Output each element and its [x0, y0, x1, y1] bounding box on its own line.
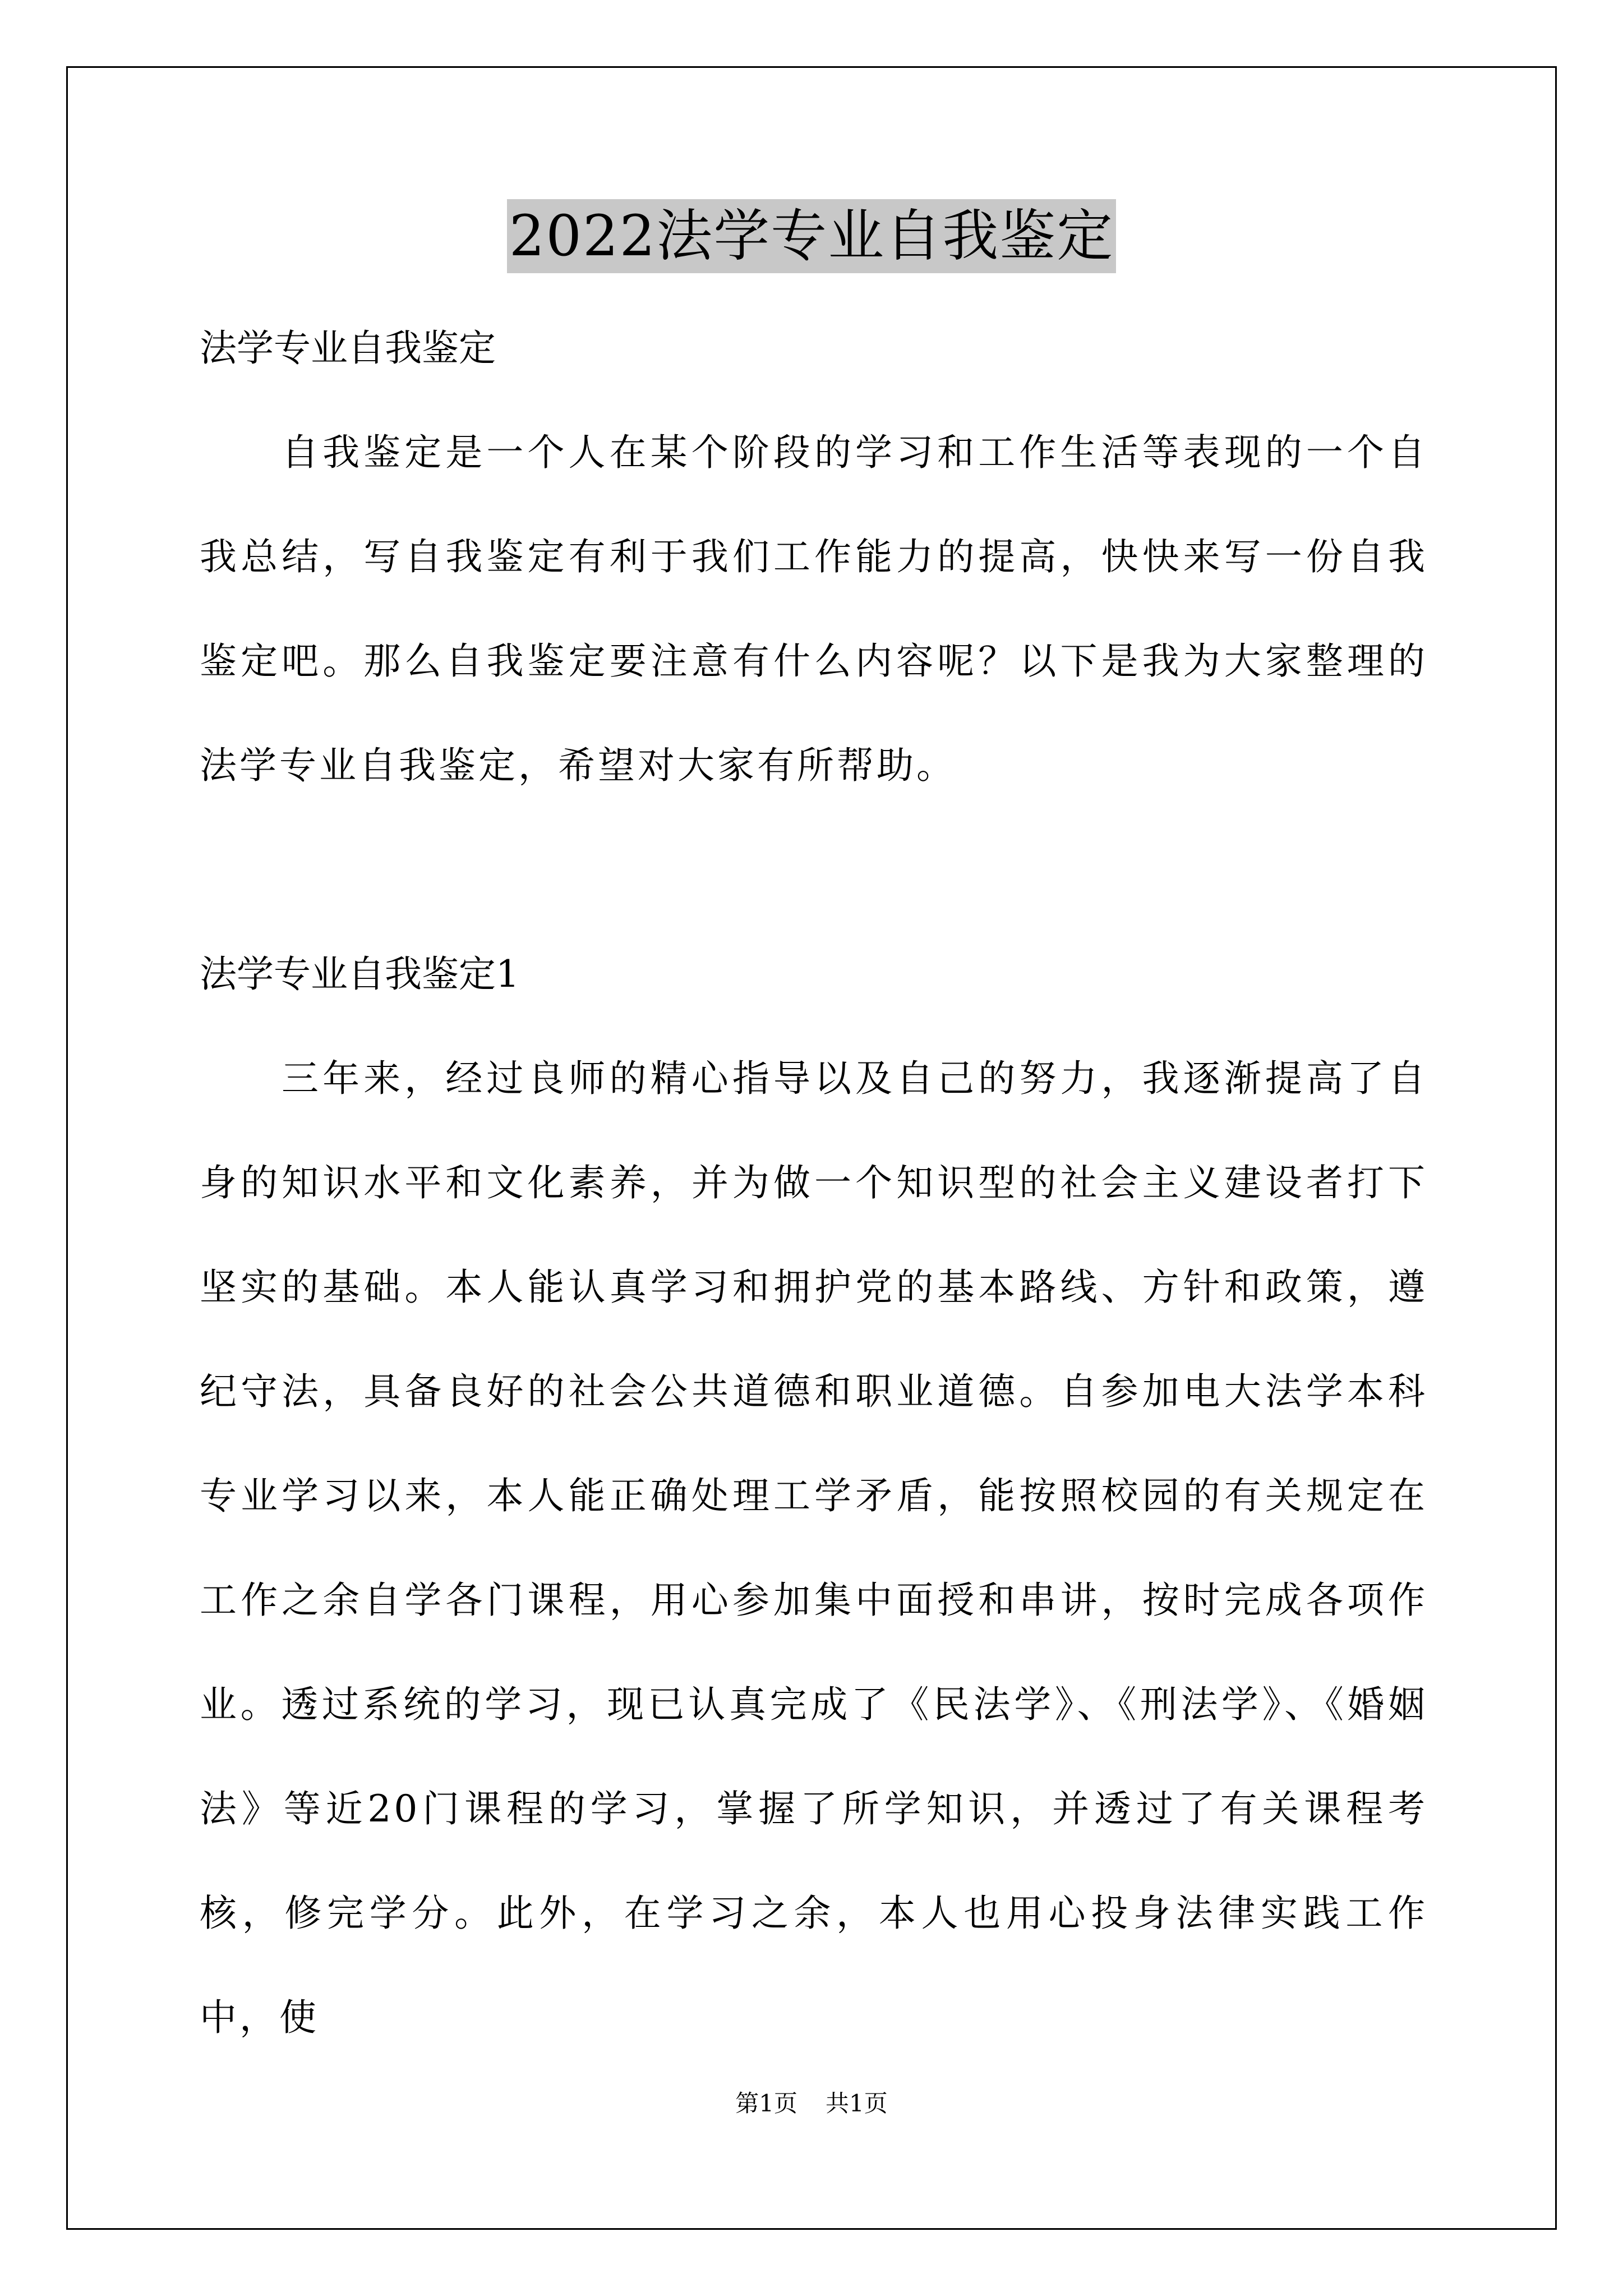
- title-container: [0, 199, 1623, 273]
- paragraph-gap: [200, 818, 1428, 922]
- intro-paragraph: 自我鉴定是一个人在某个阶段的学习和工作生活等表现的一个自我总结，写自我鉴定有利于我们工作能力的提高，快快来写一份自我鉴定吧。那么自我鉴定要注意有什么内容呢？以下是我为大家整理的法学专业自我鉴定，希望对大家有所帮助。: [200, 431, 1428, 787]
- page-footer: [0, 2087, 1623, 2120]
- document-body: [200, 296, 1428, 2070]
- document-title: 2022法学专业自我鉴定: [507, 199, 1117, 273]
- page-number: 第1页: [735, 2090, 797, 2117]
- body-paragraph-1: 三年来，经过良师的精心指导以及自己的努力，我逐渐提高了自身的知识水平和文化素养，并为做一个知识型的社会主义建设者打下坚实的基础。本人能认真学习和拥护党的基本路线、方针和政策，遵纪守法，具备良好的社会公共道德和职业道德。自参加电大法学本科专业学习以来，本人能正确处理工学矛盾，能按照校园的有关规定在工作之余自学各门课程，用心参加集中面授和串讲，按时完成各项作业。透过系统的学习，现已认真完成了《民法学》、《刑法学》、《婚姻法》等近20门课程的学习，掌握了所学知识，并透过了有关课程考核，修完学分。此外，在学习之余，本人也用心投身法律实践工作中，使: [200, 1057, 1428, 2039]
- page-total: 共1页: [826, 2090, 888, 2117]
- section-heading: 法学专业自我鉴定: [200, 326, 496, 370]
- section-heading-1: 法学专业自我鉴定1: [200, 953, 519, 996]
